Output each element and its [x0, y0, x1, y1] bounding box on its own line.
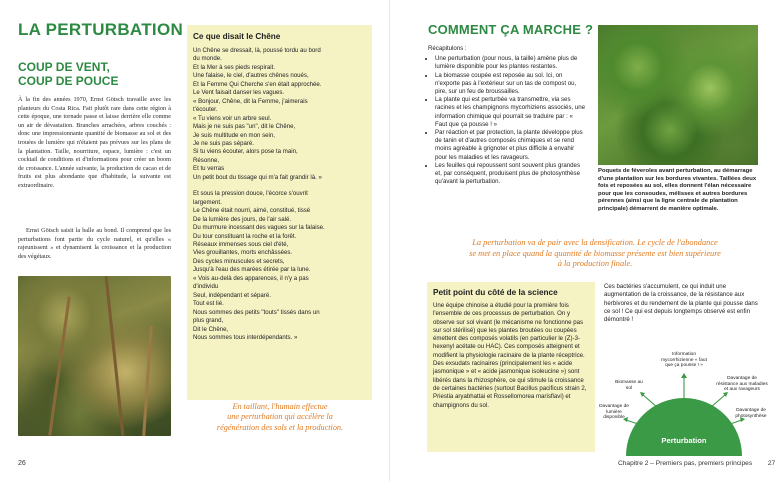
- running-footer: [618, 460, 775, 467]
- diagram-label-photosynthesis: Davantage de photosynthèse: [735, 408, 767, 419]
- poem-line: [193, 182, 368, 190]
- chapter-footer: Chapitre 2 – Premiers pas, premiers principes: [618, 460, 753, 467]
- poem-line: Le Chêne était nourri, aimé, constitué, tissé: [193, 207, 311, 215]
- right-page: [390, 0, 780, 481]
- poem-line: Un petit bout du tissage qui m'a fait grandir là. »: [193, 173, 322, 181]
- pull-quote-line: régénération des sols et la production.: [216, 422, 344, 432]
- poem-line: du monde.: [193, 55, 222, 63]
- poem-line: Résonne,: [193, 156, 220, 164]
- science-text: Une équipe chinoise a étudié pour la première fois l'ensemble de ces processus de perturbation. On y observe sur sol vivant (le mécanisme ne fonctionne pas sur sol stérilisé) que les plantes broutées ou coupées émettent des composés volatils (en particulier le (Z)-3-hexenyl acétate ou HAC). Ces composés atteignent et modifient la physiologie racinaire de la plante réceptrice. Des exsudats racinaires (principalement les « acide jasmonique » et « acide jasmonique isoleucine ») sont libérés dans la rhizosphère, ce qui stimule la croissance de certaines bactéries (surtout Bacillus pacificus strain 2, Priestia aryabhattai et Rossellomorea marisflavi) et champignons du sol.: [433, 302, 587, 409]
- page-title: COMMENT ÇA MARCHE ?: [428, 22, 594, 37]
- poem-line: t'écouter.: [193, 106, 218, 114]
- poem-line: Si tu viens écouter, alors pose ta main,: [193, 148, 298, 156]
- page-title: LA PERTURBATION: [18, 20, 184, 39]
- diagram-label-mycorrhizal: Information mycorrhizienne « faut que ça pousse ! »: [661, 352, 707, 369]
- poem-line: Seul, indépendant et séparé.: [193, 291, 271, 299]
- poem-line: Vies grouillantes, morts enchâssées.: [193, 249, 293, 257]
- pull-quote-line: à la production finale.: [557, 259, 633, 268]
- page-number: 27: [767, 460, 776, 467]
- photo-caption: Poquets de féveroles avant perturbation, au démarrage d'une plantation sur les bordures vivantes. Taillées deux fois et reposées au sol, elles donnent l'élan nécessaire pour que les consoudes, mélisses et autres bordures pérennes (ainsi que la ligne centrale de plantation principale) démarrent de manière optimale.: [598, 168, 757, 212]
- list-item: • Une perturbation (pour nous, la taille) amène plus de lumière disponible pour les plantes restantes.: [435, 55, 586, 71]
- pull-quote-line: se met en place quand la quantité de biomasse présente est bien supérieure: [469, 248, 721, 258]
- poem-line: Du murmure incessant des vagues sur la falaise.: [193, 224, 325, 232]
- poem-line: d'individu: [193, 283, 219, 291]
- section-heading-line-1: COUP DE VENT,: [18, 60, 110, 74]
- poem-line: Mais je ne suis pas "un", dit le Chêne,: [193, 123, 296, 131]
- science-title: Petit point du côté de la science: [433, 288, 558, 297]
- sidebar-title: Ce que disait le Chêne: [193, 32, 281, 41]
- body-paragraph-1: À la fin des années 1970, Ernst Götsch travaille avec les planteurs du Costa Rica. Fait plutôt rare dans cette région à cette époque, une tornade passe et laisse derrière elle comme un air de dévastation. Branches arrachées, arbres couchés : donc une impressionnante quantité de biomasse au sol et des trouées de lumière qui n'étaient pas prévues sur les plans de la plantation. Taille, nourriture, espace, lumière : c'est un cocktail de conditions et d'informations pour créer un boom de croissance. L'année suivante, la production de cacao et de fruits est plus abondante que d'habitude, la suivante est extraordinaire.: [18, 96, 171, 189]
- poem-line: Réseaux immenses sous ciel d'été,: [193, 240, 289, 248]
- plant-photo: [18, 276, 171, 436]
- poem-sidebar: [187, 25, 372, 400]
- poem-line: Je ne suis pas séparé.: [193, 139, 254, 147]
- poem-line: Nous sommes des petits "touts" tissés dans un: [193, 308, 320, 316]
- diagram-center-label: Perturbation: [661, 436, 707, 445]
- perturbation-diagram: [598, 346, 770, 456]
- poem-line: Dit le Chêne,: [193, 325, 229, 333]
- list-item: • Par réaction et par protection, la plante développe plus de tanin et d'autres composés chimiques et se rend moins agréable à grignoter et plus difficile à envahir pour les maladies et les ravageurs.: [435, 129, 586, 162]
- bean-plants-photo: [598, 25, 758, 165]
- pull-quote-line: La perturbation va de pair avec la densification. Le cycle de l'abondance: [472, 238, 718, 247]
- poem-line: Jusqu'à l'eau des marées étirée par la lune.: [193, 266, 311, 274]
- pull-quote-line: En taillant, l'humain effectue: [232, 402, 328, 411]
- poem-line: Nous sommes tous interdépendants. »: [193, 333, 298, 341]
- poem-line: Et sous la pression douce, l'écorce s'ouvrit: [193, 190, 308, 198]
- perturbation-semicircle: [626, 398, 742, 456]
- poem-line: Le Vent faisait danser les vagues.: [193, 89, 285, 97]
- list-item: • La plante qui est perturbée va transmettre, via ses racines et les champignons mycorhiziens associés, une information chimique qui pourrait se traduire par : « Faut que ça pousse ! »: [435, 96, 586, 129]
- page-number: 26: [18, 460, 26, 467]
- bacteria-text: Ces bactéries s'accumulent, ce qui induit une augmentation de la croissance, de la résistance aux herbivores et du rendement de la plante qui pousse dans ce sol ! Ce qui est depuis longtemps observé est enfin démontré !: [604, 283, 758, 324]
- recap-list: [428, 55, 586, 186]
- list-item: • La biomasse coupée est reposée au sol. Ici, on n'exporte pas à l'extérieur sur un tas de compost ou, pire, sur un feu de broussailles.: [435, 72, 586, 97]
- section-heading: [18, 60, 158, 88]
- poem-line: Et la Femme Qui Cherche s'en était approchée.: [193, 80, 322, 88]
- poem-line: largement.: [193, 198, 222, 206]
- arrow-line: [642, 394, 658, 408]
- diagram-label-resistance: Davantage de résistance aux maladies et aux ravageurs: [716, 376, 768, 393]
- pull-quote-line: une perturbation qui accélère la: [227, 412, 333, 422]
- poem-text: [193, 47, 368, 342]
- diagram-label-biomass: Biomasse au sol: [615, 380, 643, 391]
- diagram-label-light: Davantage de lumière disponible: [599, 404, 629, 421]
- poem-line: Je suis multitude en mon sein,: [193, 131, 275, 139]
- poem-line: Et la Mer à ses pieds respirait.: [193, 63, 275, 71]
- body-paragraph-2: Ernst Götsch saisit la balle au bond. Il comprend que les perturbations font partie du cycle naturel, et qu'elles « rajeunissent » et dynamisent la croissance et la production des végétaux.: [18, 227, 171, 260]
- poem-line: plus grand,: [193, 317, 224, 325]
- recap-label: Récapitulons :: [428, 45, 467, 52]
- science-sidebar: [427, 282, 595, 452]
- poem-line: Des cycles minuscules et secrets,: [193, 257, 285, 265]
- arrowhead: [681, 373, 687, 378]
- pull-quote: [188, 402, 372, 433]
- section-heading-line-2: COUP DE POUCE: [18, 74, 119, 88]
- recap-block: [428, 45, 586, 186]
- arrow-line: [710, 394, 726, 408]
- poem-line: De la lumière des jours, de l'air salé.: [193, 215, 292, 223]
- poem-line: « Vois au-delà des apparences, il n'y a pas: [193, 274, 309, 282]
- poem-line: Du tour constituant la roche et la forêt.: [193, 232, 297, 240]
- list-item: • Les feuilles qui repoussent sont souvent plus grandes et, par conséquent, produisent plus de photosynthèse qu'avant la perturbation.: [435, 162, 586, 187]
- poem-line: Une falaise, le ciel, d'autres chênes noués,: [193, 72, 309, 80]
- poem-line: Et tu verras: [193, 165, 225, 173]
- poem-line: Tout est lié.: [193, 300, 224, 308]
- poem-line: « Tu viens voir un arbre seul.: [193, 114, 272, 122]
- pull-quote: [445, 238, 745, 270]
- poem-line: « Bonjour, Chêne, dit la Femme, j'aimerais: [193, 97, 308, 105]
- poem-line: Un Chêne se dressait, là, poussé tordu au bord: [193, 47, 321, 54]
